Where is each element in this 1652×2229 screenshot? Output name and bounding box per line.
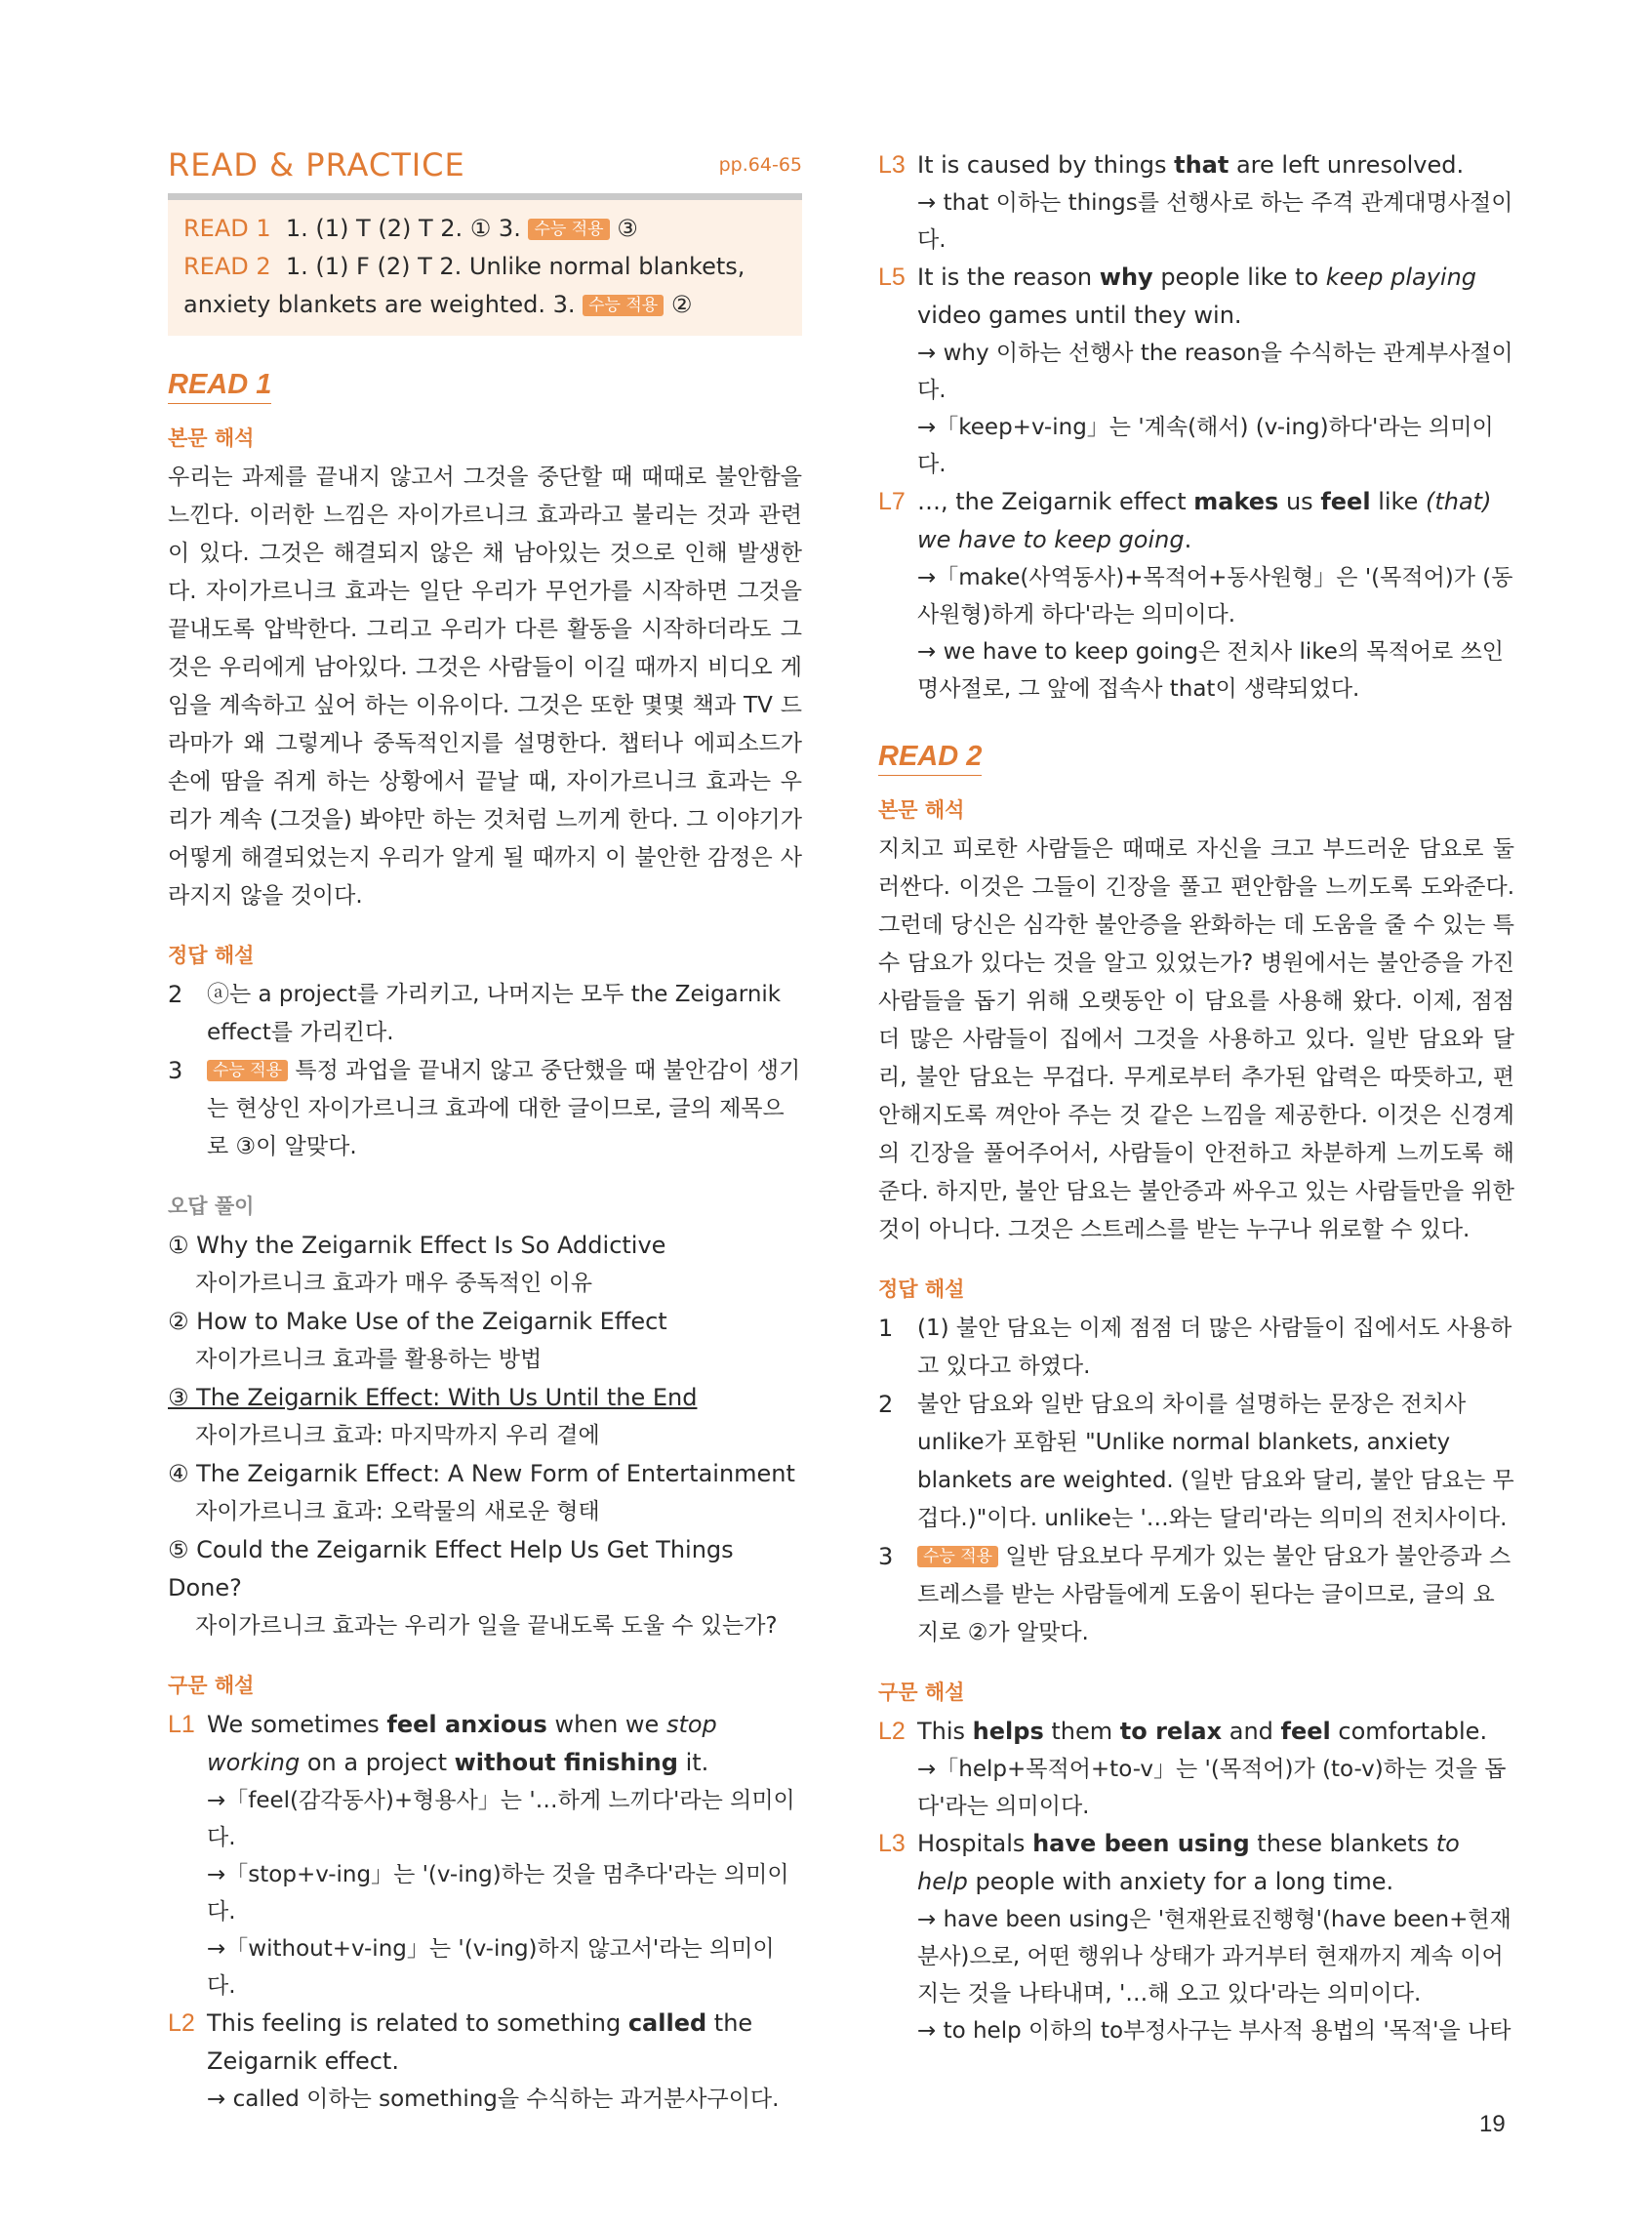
syntax-L3: L3 It is caused by things that are left unresolved. <box>878 151 1465 179</box>
read1-translation: 우리는 과제를 끝내지 않고서 그것을 중단할 때 때때로 불안함을 느낀다. 이러한 느낌은 자이가르니크 효과라고 불리는 것과 관련이 있다. 그것은 해결되지 않은 채 남아있는 것으로 인해 발생한다. 자이가르니크 효과는 일단 우리가 무언가를 시작하면 그것을 끝내도록 압박한다. 그리고 우리가 다른 활동을 시작하더라도 그것은 우리에게 남아있다. 그것은 사람들이 이길 때까지 비디오 게임을 계속하고 싶어 하는 이유이다. 그것은 또한 몇몇 책과 TV 드라마가 왜 그렇게나 중독적인지를 설명한다. 챕터나 에피소드가 손에 땀을 쥐게 하는 상황에서 끝날 때, 자이가르니크 효과는 우리가 계속 (그것을) 봐야만 하는 것처럼 느끼게 한다. 그 이야기가 어떻게 해결되었는지 우리가 알게 될 때까지 이 불안한 감정은 사라지지 않을 것이다. <box>168 465 802 909</box>
translation-heading: 본문 해석 <box>878 798 965 822</box>
answer-item-2: 2 ⓐ는 a project를 가리키고, 나머지는 모두 the Zeigarnik effect를 가리킨다. <box>168 981 782 1045</box>
option-list <box>168 1227 802 1645</box>
syntax-heading: 구문 해설 <box>168 1674 255 1697</box>
answer-read1: READ 1 1. (1) T (2) T 2. ① 3. 수능 적용 ③ <box>183 215 638 242</box>
answer-item-1: 1 (1) 불안 담요는 이제 점점 더 많은 사람들이 집에서도 사용하고 있다고 하였다. <box>878 1315 1512 1379</box>
csat-badge: 수능 적용 <box>583 295 664 316</box>
note: → that 이하는 things를 선행사로 하는 주격 관계대명사절이다. <box>917 190 1513 253</box>
answer-heading: 정답 해설 <box>878 1277 965 1301</box>
read2-title: READ 2 <box>878 741 982 776</box>
note: →「make(사역동사)+목적어+동사원형」은 '(목적어)가 (동사원형)하게 하다'라는 의미이다. <box>917 565 1513 628</box>
left-column <box>168 146 802 2118</box>
csat-badge: 수능 적용 <box>917 1546 998 1567</box>
syntax-R2-L3: L3 Hospitals have been using these blankets to help people with anxiety for a long time. <box>878 1830 1460 1895</box>
syntax-L1: L1 We sometimes feel anxious when we stop working on a project without finishing it. <box>168 1711 717 1776</box>
syntax-L5: L5 It is the reason why people like to keep playing video games until they win. <box>878 263 1477 329</box>
wrong-answer-heading: 오답 풀이 <box>168 1195 255 1218</box>
right-column <box>878 146 1514 2049</box>
csat-badge: 수능 적용 <box>207 1060 288 1081</box>
option-item: ③ The Zeigarnik Effect: With Us Until the End 자이가르니크 효과: 마지막까지 우리 곁에 <box>168 1384 698 1448</box>
syntax-heading: 구문 해설 <box>878 1681 965 1704</box>
syntax-L2: L2 This feeling is related to something called the Zeigarnik effect. <box>168 2009 753 2075</box>
read2-translation: 지치고 피로한 사람들은 때때로 자신을 크고 부드러운 담요로 둘러싼다. 이것은 그들이 긴장을 풀고 편안함을 느끼도록 도와준다. 그런데 당신은 심각한 불안증을 완화하는 데 도움을 줄 수 있는 특수 담요가 있다는 것을 알고 있었는가? 병원에서는 불안증을 가진 사람들을 돕기 위해 오랫동안 이 담요를 사용해 왔다. 이제, 점점 더 많은 사람들이 집에서 그것을 사용하고 있다. 일반 담요와 달리, 불안 담요는 무겁다. 무게로부터 추가된 압력은 따뜻하고, 편안해지도록 껴안아 주는 것 같은 느낌을 제공한다. 이것은 신경계의 긴장을 풀어주어서, 사람들이 안전하고 차분하게 느끼도록 해준다. 하지만, 불안 담요는 불안증과 싸우고 있는 사람들만을 위한 것이 아니다. 그것은 스트레스를 받는 누구나 위로할 수 있다. <box>878 836 1514 1242</box>
answer-read2-cont: anxiety blankets are weighted. 3. 수능 적용 ② <box>183 291 693 318</box>
section-header <box>168 146 802 189</box>
section-title: READ & PRACTICE <box>168 146 465 183</box>
read1-title: READ 1 <box>168 369 271 404</box>
note: →「stop+v-ing」는 '(v-ing)하는 것을 멈추다'라는 의미이다. <box>207 1862 789 1925</box>
option-item: ① Why the Zeigarnik Effect Is So Addictive 자이가르니크 효과가 매우 중독적인 이유 <box>168 1232 666 1296</box>
answer-item-2: 2 불안 담요와 일반 담요의 차이를 설명하는 문장은 전치사 unlike가 포함된 "Unlike normal blankets, anxiety blankets are weighted. (일반 담요와 달리, 불안 담요는 무겁다.)"이다. unlike는 '…와는 달리'라는 의미의 전치사이다. <box>878 1391 1514 1531</box>
answer-read2: READ 2 1. (1) F (2) T 2. Unlike normal blankets, <box>183 253 745 280</box>
syntax-R2-L2: L2 This helps them to relax and feel comfortable. <box>878 1718 1488 1745</box>
page-range: pp.64-65 <box>718 154 802 176</box>
answer-item-3: 3 수능 적용 특정 과업을 끝내지 않고 중단했을 때 불안감이 생기는 현상인 자이가르니크 효과에 대한 글이므로, 글의 제목으로 ③이 알맞다. <box>168 1057 801 1159</box>
note: → why 이하는 선행사 the reason을 수식하는 관계부사절이다. <box>917 341 1513 403</box>
option-item: ② How to Make Use of the Zeigarnik Effect 자이가르니크 효과를 활용하는 방법 <box>168 1308 667 1372</box>
csat-badge: 수능 적용 <box>528 219 609 240</box>
answer-item-3: 3 수능 적용 일반 담요보다 무게가 있는 불안 담요가 불안증과 스트레스를 받는 사람들에게 도움이 된다는 글이므로, 글의 요지로 ②가 알맞다. <box>878 1543 1511 1645</box>
note: →「without+v-ing」는 '(v-ing)하지 않고서'라는 의미이다. <box>207 1936 775 1999</box>
note: → called 이하는 something을 수식하는 과거분사구이다. <box>207 2087 780 2112</box>
note: →「help+목적어+to-v」는 '(목적어)가 (to-v)하는 것을 돕다'라는 의미이다. <box>917 1757 1507 1819</box>
note: →「feel(감각동사)+형용사」는 '…하게 느끼다'라는 의미이다. <box>207 1788 795 1850</box>
translation-heading: 본문 해석 <box>168 426 255 450</box>
answer-key-box <box>168 193 802 336</box>
option-item: ⑤ Could the Zeigarnik Effect Help Us Get Things Done? 자이가르니크 효과는 우리가 일을 끝내도록 도울 수 있는가? <box>168 1536 778 1639</box>
note: → to help 이하의 to부정사구는 부사적 용법의 '목적'을 나타 <box>917 2018 1511 2044</box>
option-item: ④ The Zeigarnik Effect: A New Form of Entertainment 자이가르니크 효과: 오락물의 새로운 형태 <box>168 1460 795 1524</box>
answer-heading: 정답 해설 <box>168 944 255 967</box>
note: → have been using은 '현재완료진행형'(have been+현재분사)으로, 어떤 행위나 상태가 과거부터 현재까지 계속 이어지는 것을 나타내며, '…해 오고 있다'라는 의미이다. <box>917 1907 1511 2006</box>
note: →「keep+v-ing」는 '계속(해서) (v-ing)하다'라는 의미이다. <box>917 415 1494 477</box>
read1-section <box>168 369 802 2118</box>
note: → we have to keep going은 전치사 like의 목적어로 쓰인 명사절로, 그 앞에 접속사 that이 생략되었다. <box>917 639 1505 702</box>
syntax-L7: L7 …, the Zeigarnik effect makes us feel like (that) we have to keep going. <box>878 488 1492 553</box>
page-number: 19 <box>1479 2111 1506 2137</box>
